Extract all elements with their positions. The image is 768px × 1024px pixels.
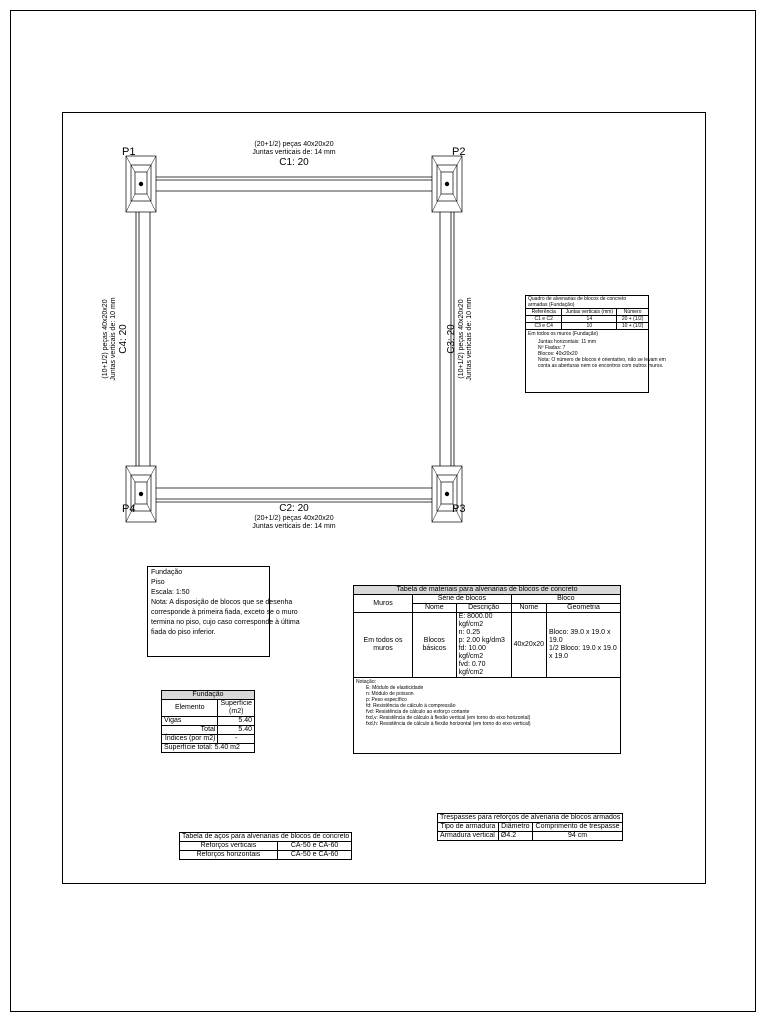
notation-line: Notação: <box>356 679 377 685</box>
pillar-label-p3: P3 <box>452 503 466 515</box>
table-row <box>162 726 255 735</box>
materials-row-geometria <box>547 613 621 678</box>
wall-c3-annotation <box>446 259 486 419</box>
trespasses-table <box>437 813 623 841</box>
geometria-line: 1/2 Bloco: 19.0 x 19.0 x 19.0 <box>549 645 617 660</box>
descricao-line: fd: 10.00 kgf/cm2 <box>458 645 486 660</box>
materials-panel <box>353 585 621 754</box>
trespasses-cell: Ø4.2 <box>498 832 532 841</box>
notation-line: fvd: Resistência de cálculo ao esforço cortante <box>366 709 470 715</box>
quadro-alvenarias-table <box>526 296 648 330</box>
acos-title: Tabela de aços para alvenarias de blocos de concreto <box>180 833 352 842</box>
wall-c3-name: C3: 20 <box>446 324 457 354</box>
materials-col-serie: Série de blocos <box>413 595 512 604</box>
table-row <box>180 851 352 860</box>
fundacao-footer: Superfície total: 5.40 m2 <box>162 744 255 753</box>
wall-c2-joints: Juntas verticais de: 14 mm <box>252 523 336 530</box>
quadro-cell: 10 <box>562 323 617 330</box>
wall-c4-name: C4: 20 <box>118 324 129 354</box>
fundacao-total-label: Total <box>162 726 218 735</box>
quadro-notes <box>526 330 666 370</box>
acos-cell: Reforços horizontais <box>180 851 278 860</box>
fundacao-table <box>161 690 255 753</box>
quadro-alvenarias-panel <box>525 295 666 393</box>
wall-c2-pieces: (20+1/2) peças 40x20x20 <box>254 515 334 522</box>
acos-cell: CA-50 e CA-60 <box>277 851 352 860</box>
pillar-label-p4: P4 <box>122 503 136 515</box>
trespasses-cell: 94 cm <box>532 832 622 841</box>
trespasses-header: Comprimento de trespasse <box>532 823 622 832</box>
descricao-line: fvd: 0.70 kgf/cm2 <box>458 661 486 676</box>
fundacao-col-elemento: Elemento <box>162 700 218 717</box>
notation-line: fd: Resistência de cálculo à compressão <box>366 703 456 709</box>
note-line: fiada do piso inferior. <box>151 629 216 636</box>
trespasses-header: Diâmetro <box>498 823 532 832</box>
trespasses-header: Tipo de armadura <box>438 823 499 832</box>
wall-c2-annotation <box>194 503 394 531</box>
wall-c2-name: C2: 20 <box>279 503 309 514</box>
notation-line: n: Módulo de poisson <box>366 691 414 697</box>
fundacao-total-value: 5.40 <box>218 726 255 735</box>
materials-col-muros: Muros <box>354 595 413 613</box>
materials-title: Tabela de materiais para alvenarias de blocos de concreto <box>354 586 620 595</box>
wall-c4-annotation <box>102 259 142 419</box>
notation-line: fxd,v: Resistência de cálculo à flexão vertical (em torno do eixo horizontal) <box>366 715 531 721</box>
materials-sub-geometria: Geometria <box>547 604 621 613</box>
fundacao-indices-value: - <box>218 735 255 744</box>
note-line: Nota: A disposição de blocos que se desenha <box>151 599 293 606</box>
materials-col-bloco: Bloco <box>511 595 620 604</box>
materials-row-muros: Em todos os muros <box>354 613 413 678</box>
note-line: Fundação <box>151 569 183 576</box>
materials-sub-descricao: Descrição <box>456 604 511 613</box>
wall-c4-pieces: (10+1/2) peças 40x20x20 <box>102 299 109 379</box>
trespasses-title: Trespasses para reforços de alvenaria de blocos armados <box>438 814 623 823</box>
wall-c1-annotation <box>194 141 394 169</box>
notation-line: E: Módulo de elasticidade <box>366 685 424 691</box>
quadro-title: Quadro de alvenarias de blocos de concreto armadas (Fundação) <box>526 296 648 309</box>
trespasses-cell: Armadura vertical <box>438 832 499 841</box>
materials-sub-nome2: Nome <box>511 604 546 613</box>
quadro-cell: 20 + (1/2) <box>617 316 648 323</box>
wall-c3-joints: Juntas verticais de: 10 mm <box>466 297 473 381</box>
materials-sub-nome: Nome <box>413 604 457 613</box>
quadro-cell: 14 <box>562 316 617 323</box>
fundacao-row-value: 5.40 <box>218 717 255 726</box>
note-line: Piso <box>151 579 165 586</box>
notation-line: fxd,h: Resistência de cálculo à flexão horizontal (em torno do eixo vertical) <box>366 721 531 727</box>
note-line: termina no piso, cujo caso corresponde à última <box>151 619 300 626</box>
acos-cell: Reforços verticais <box>180 842 278 851</box>
wall-c1-name: C1: 20 <box>279 157 309 168</box>
quadro-header-referencia: Referência <box>526 309 562 316</box>
geometria-line: Bloco: 39.0 x 19.0 x 19.0 <box>549 629 611 644</box>
quadro-cell: C1 e C2 <box>526 316 562 323</box>
table-row <box>162 735 255 744</box>
materials-row-nome2: 40x20x20 <box>511 613 546 678</box>
materials-row-nome: Blocos básicos <box>413 613 457 678</box>
table-row <box>354 613 620 678</box>
fundacao-title: Fundação <box>162 691 255 700</box>
quadro-note: Nº Fiadas: 7 <box>538 345 566 351</box>
wall-c3-pieces: (10+1/2) peças 40x20x20 <box>458 299 465 379</box>
quadro-note: Nota: O número de blocos é orientativo, não se levam em <box>538 357 666 363</box>
fundacao-row-label: Vigas <box>162 717 218 726</box>
table-row <box>180 842 352 851</box>
note-line: corresponde à primeira fiada, exceto se o muro <box>151 609 298 616</box>
note-line: Escala: 1:50 <box>151 589 190 596</box>
quadro-cell: 10 + (1/2) <box>617 323 648 330</box>
quadro-note: Blocos: 40x20x20 <box>538 351 578 357</box>
acos-cell: CA-50 e CA-60 <box>277 842 352 851</box>
quadro-note: conta as aberturas nem os encontros com outros muros. <box>538 363 664 369</box>
descricao-line: p: 2.00 kg/dm3 <box>458 637 505 644</box>
quadro-note: Juntas horizontais: 11 mm <box>538 339 596 345</box>
fundacao-col-superficie: Superfície (m2) <box>218 700 255 717</box>
wall-c4-joints: Juntas verticais de: 10 mm <box>110 297 117 381</box>
descricao-line: n: 0.25 <box>458 629 481 636</box>
quadro-cell: C3 e C4 <box>526 323 562 330</box>
table-row <box>526 316 648 323</box>
materials-table <box>354 586 620 678</box>
table-row <box>162 717 255 726</box>
materials-row-descricao <box>456 613 511 678</box>
table-row <box>438 832 623 841</box>
wall-c1-joints: Juntas verticais de: 14 mm <box>252 149 336 156</box>
table-row <box>526 323 648 330</box>
quadro-header-numero: Número <box>617 309 648 316</box>
notation-line: p: Peso específico <box>366 697 407 703</box>
materials-notation <box>354 678 620 728</box>
quadro-header-juntas: Juntas verticais (mm) <box>562 309 617 316</box>
descricao-line: E: 8000.00 kgf/cm2 <box>458 613 493 628</box>
pillar-label-p2: P2 <box>452 146 466 158</box>
quadro-note: Em todos os muros (Fundação) <box>528 331 599 337</box>
drawing-note-box <box>147 566 300 657</box>
pillar-label-p1: P1 <box>122 146 136 158</box>
fundacao-indices-label: Índices (por m2) <box>162 735 218 744</box>
wall-c1-pieces: (20+1/2) peças 40x20x20 <box>254 141 334 148</box>
acos-table <box>179 832 352 860</box>
